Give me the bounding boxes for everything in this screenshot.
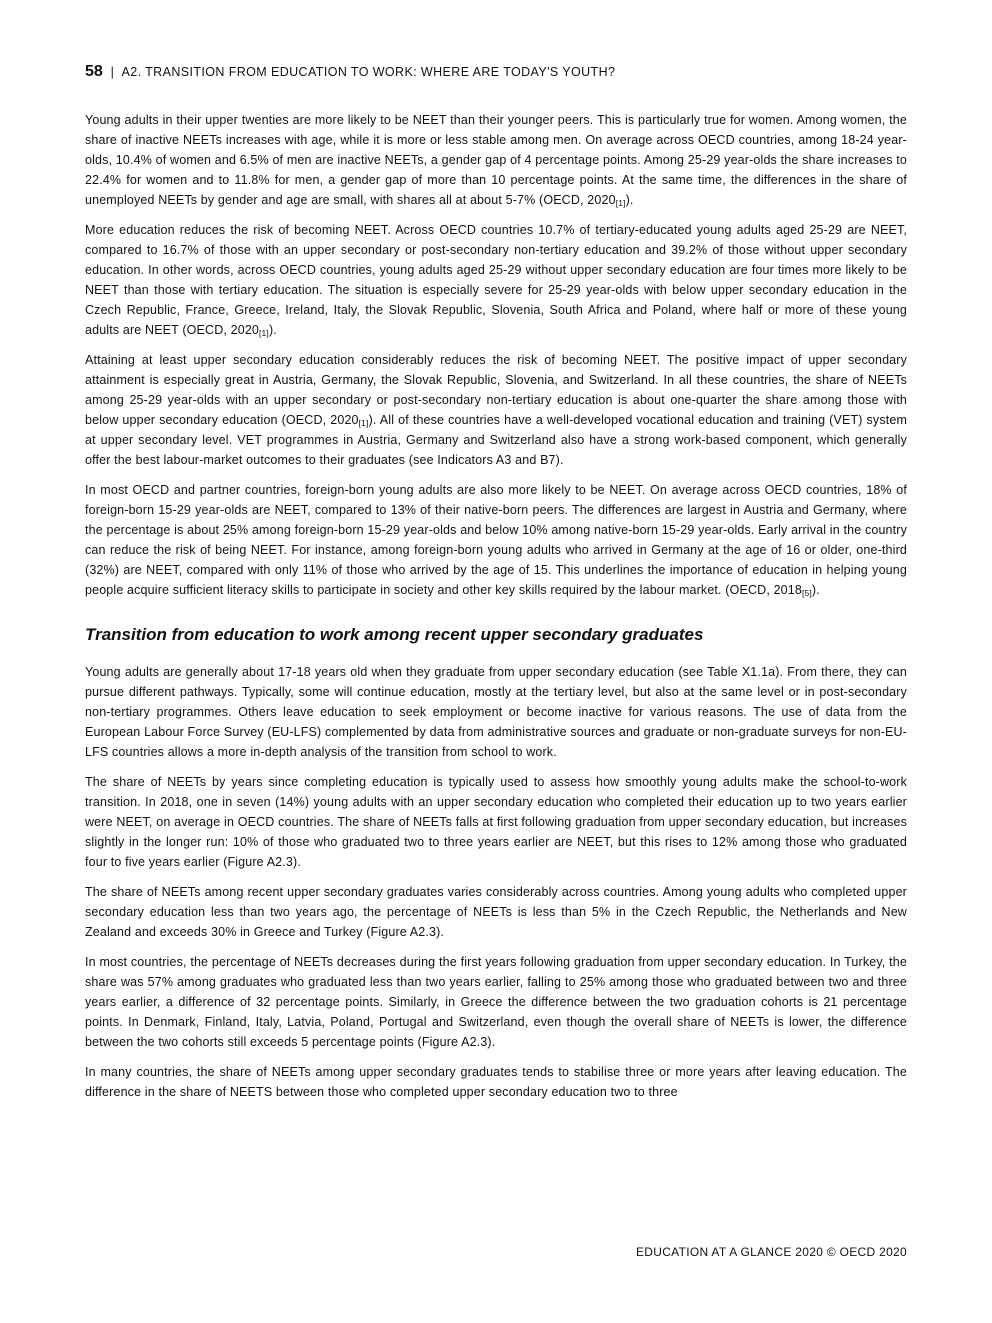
page-number: 58 bbox=[85, 63, 103, 80]
paragraph-text-tail: ). bbox=[811, 583, 820, 597]
page-header bbox=[85, 63, 907, 81]
paragraph-text-tail: ). All of these countries have a well-developed vocational education and training (VET) system at upper secondary level. VET programmes in Austria, Germany and Switzerland also have a strong work-based component, which generally offer the best labour-market outcomes to their graduates (see Indicators A3 and B7). bbox=[85, 413, 908, 467]
paragraph-neet-decrease: In most countries, the percentage of NEETs decreases during the first years following graduation from upper secondary education. In Turkey, the share was 57% among graduates who graduated less than two years earlier, falling to 25% among those who graduated between two and three years earlier, a difference of 32 percentage points. Similarly, in Greece the difference between the two graduation cohorts is 21 percentage points. In Denmark, Finland, Italy, Latvia, Poland, Portugal and Switzerland, even though the overall share of NEETs is lower, the difference between the two cohorts still exceeds 5 percentage points (Figure A2.3). bbox=[85, 955, 907, 1049]
paragraph-text: More education reduces the risk of becoming NEET. Across OECD countries 10.7% of tertiary-educated young adults aged 25-29 are NEET, compared to 16.7% of those with an upper secondary or post-secondary non-tertiary education and 39.2% of those without upper secondary education. In other words, across OECD countries, young adults aged 25-29 without upper secondary education are four times more likely to be NEET than those with tertiary education. The situation is especially severe for 25-29 year-olds with below upper secondary education in the Czech Republic, France, Greece, Ireland, Italy, the Slovak Republic, Slovenia, South Africa and Poland, where half or more of these young adults are NEET (OECD, 2020 bbox=[85, 223, 907, 337]
paragraph-neet-age-gender bbox=[85, 110, 907, 210]
citation-ref: [1] bbox=[615, 198, 626, 208]
paragraph-text: In most OECD and partner countries, foreign-born young adults are also more likely to be NEET. On average across OECD countries, 18% of foreign-born 15-29 year-olds are NEET, compared to 13% of their native-born peers. The differences are largest in Austria and Germany, where the percentage is about 25% among foreign-born 15-29 year-olds and below 10% among native-born 15-29 year-olds. Early arrival in the country can reduce the risk of being NEET. For instance, among foreign-born young adults who arrived in Germany at the age of 16 or older, one-third (32%) are NEET, compared with only 11% of those who arrived by the age of 15. This underlines the importance of education in helping young people acquire sufficient literacy skills to participate in society and other key skills required by the labour market. (OECD, 2018 bbox=[85, 483, 907, 597]
paragraph-neet-stabilise: In many countries, the share of NEETs among upper secondary graduates tends to stabilise three or more years after leaving education. The difference in the share of NEETS between those who completed upper secondary education two to three bbox=[85, 1065, 907, 1099]
citation-ref: [5] bbox=[801, 588, 812, 598]
page-body bbox=[85, 110, 907, 1112]
paragraph-text: Attaining at least upper secondary education considerably reduces the risk of becoming NEET. The positive impact of upper secondary attainment is especially great in Austria, Germany, the Slovak Republic, Slovenia, and Switzerland. In all these countries, the share of NEETs among 25-29 year-olds with an upper secondary or post-secondary non-tertiary education is about one-quarter the share among those with below upper secondary education (OECD, 2020 bbox=[85, 353, 907, 427]
paragraph-neet-years-since-education: The share of NEETs by years since completing education is typically used to assess how smoothly young adults make the school-to-work transition. In 2018, one in seven (14%) young adults with an upper secondary education who completed their education up to two years earlier were NEET, on average in OECD countries. The share of NEETs falls at first following graduation from upper secondary education, but increases slightly in the longer run: 10% of those who graduated two to three years earlier are NEET, but this rises to 12% among those who graduated four to five years earlier (Figure A2.3). bbox=[85, 775, 907, 869]
page-footer: EDUCATION AT A GLANCE 2020 © OECD 2020 bbox=[635, 1245, 907, 1259]
running-title: A2. TRANSITION FROM EDUCATION TO WORK: WHERE ARE TODAY'S YOUTH? bbox=[121, 65, 616, 79]
paragraph-foreign-born bbox=[85, 480, 907, 600]
section-heading: Transition from education to work among recent upper secondary graduates bbox=[85, 625, 704, 644]
paragraph-graduation-pathways: Young adults are generally about 17-18 years old when they graduate from upper secondary education (see Table X1.1a). From there, they can pursue different pathways. Typically, some will continue education, mostly at the tertiary level, but also at the same level or in post-secondary non-tertiary programmes. Others leave education to seek employment or become inactive for various reasons. The use of data from the European Labour Force Survey (EU-LFS) complemented by data from administrative sources and graduate or non-graduate surveys for non-EU-LFS countries allows a more in-depth analysis of the transition from school to work. bbox=[85, 665, 907, 759]
header-separator: | bbox=[110, 65, 115, 79]
paragraph-country-variation: The share of NEETs among recent upper secondary graduates varies considerably across countries. Among young adults who completed upper secondary education less than two years ago, the percentage of NEETs is less than 5% in the Czech Republic, the Netherlands and New Zealand and exceeds 30% in Greece and Turkey (Figure A2.3). bbox=[85, 885, 907, 939]
paragraph-text: Young adults in their upper twenties are more likely to be NEET than their younger peers. This is particularly true for women. Among women, the share of inactive NEETs increases with age, while it is more or less stable among men. On average across OECD countries, among 18-24 year-olds, 10.4% of women and 6.5% of men are inactive NEETs, a gender gap of 4 percentage points. Among 25-29 year-olds the share increases to 22.4% for women and to 11.8% for men, a gender gap of more than 10 percentage points. At the same time, the differences in the share of unemployed NEETs by gender and age are small, with shares all at about 5-7% (OECD, 2020 bbox=[85, 113, 907, 207]
citation-ref: [1] bbox=[358, 418, 369, 428]
citation-ref: [1] bbox=[259, 328, 269, 338]
paragraph-text-tail: ). bbox=[268, 323, 277, 337]
paragraph-upper-secondary-attainment bbox=[85, 350, 907, 470]
paragraph-text-tail: ). bbox=[625, 193, 634, 207]
paragraph-neet-education bbox=[85, 220, 907, 340]
